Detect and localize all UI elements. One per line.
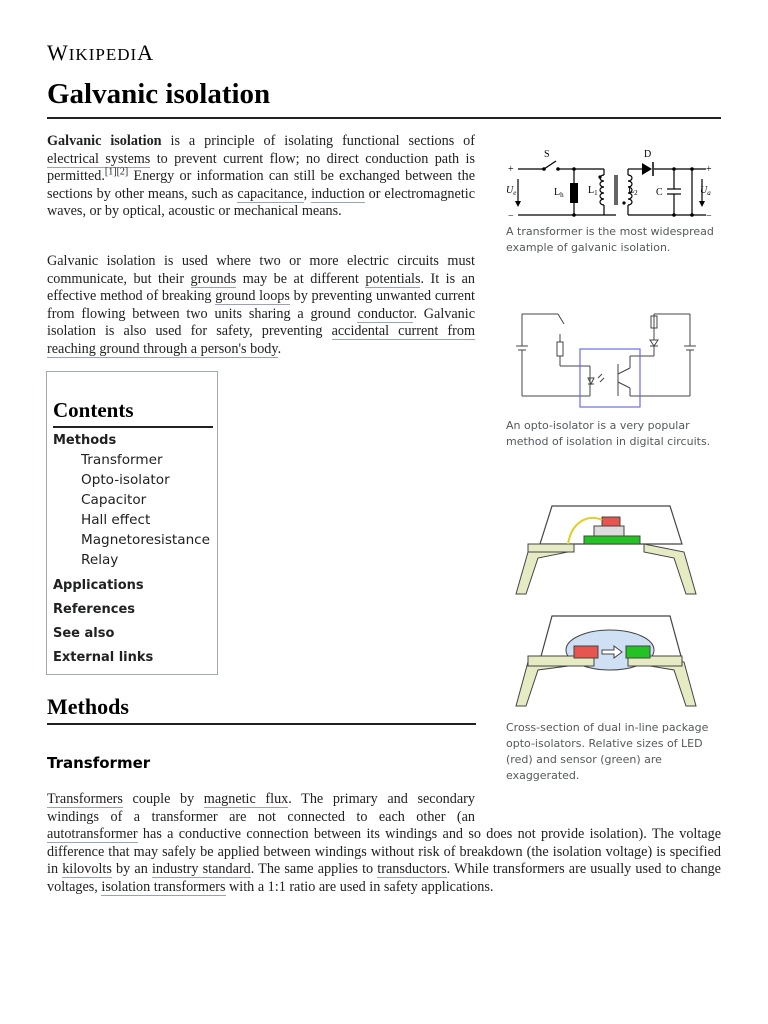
minus-sign: − — [706, 211, 712, 222]
bold-term: Galvanic isolation — [47, 133, 162, 149]
text: . While transformers are usually used to change voltages, — [47, 861, 721, 895]
toc-item-references[interactable]: References — [53, 602, 136, 617]
text: . It is an effective method of breaking — [47, 270, 475, 305]
capacitor-label: C — [656, 187, 663, 198]
link-transductors[interactable]: transductors — [377, 861, 447, 878]
text: . Galvanic isolation is also used for safety, preventing — [47, 305, 475, 340]
opto-isolator-circuit-diagram[interactable] — [508, 306, 704, 416]
text: Galvanic isolation is used where two or more electric circuits must communicate, but their — [47, 253, 475, 287]
intro-paragraph-2 — [47, 253, 475, 359]
toc-divider — [53, 426, 213, 428]
winding-l1-label: $L_1$ — [588, 185, 598, 197]
section-heading-methods: Methods — [47, 694, 129, 719]
toc-item-capacitor[interactable]: Capacitor — [81, 492, 147, 508]
diode-label: D — [644, 149, 652, 160]
logo-letter: W — [47, 40, 69, 65]
figure-caption-opto-isolator: An opto-isolator is a very popular method of isolation in digital circuits. — [506, 419, 711, 448]
transformer-circuit-diagram[interactable] — [504, 145, 720, 223]
link-electrical-systems[interactable]: electrical systems — [47, 150, 151, 167]
toc-item-external-links[interactable]: External links — [53, 650, 154, 665]
input-voltage-label: $U_e$ — [506, 185, 517, 197]
float-spacer — [475, 791, 721, 825]
toc-item-applications[interactable]: Applications — [53, 578, 144, 593]
link-isolation-transformers[interactable]: isolation transformers — [101, 878, 226, 895]
toc-item-magnetoresistance[interactable]: Magnetoresistance — [81, 532, 211, 548]
text: is a principle of isolating functional sections of — [161, 133, 475, 149]
text: has a conductive connection between its windings and so does not provide isolation). The voltage difference that may safely be applied between windings without risk of breakdown (the isolation voltage) is specified in — [47, 826, 721, 878]
wikipedia-logo[interactable] — [47, 40, 154, 66]
dip-package-top — [516, 506, 696, 594]
text: Energy or information can still be exchanged between the sections by other means, such as — [47, 168, 475, 202]
text: may be at different — [236, 270, 366, 287]
link-accidental-current[interactable]: accidental current from reaching ground through a person's body — [47, 323, 475, 357]
dip-cross-section-diagram[interactable] — [510, 500, 710, 722]
citation-refs[interactable]: [1][2] — [104, 166, 129, 178]
link-magnetic-flux[interactable]: magnetic flux — [203, 791, 289, 807]
switch-label: S — [544, 149, 550, 160]
link-potentials[interactable]: potentials — [365, 270, 421, 287]
link-kilovolts[interactable]: kilovolts — [62, 861, 112, 878]
figure-caption-transformer: A transformer is the most widespread example of galvanic isolation. — [506, 225, 714, 254]
text: . The same applies to — [250, 861, 378, 878]
page-title: Galvanic isolation — [47, 78, 271, 110]
intro-paragraph-1 — [47, 133, 475, 221]
text: , — [303, 185, 312, 202]
toc-item-transformer[interactable]: Transformer — [81, 452, 163, 468]
plus-sign: + — [508, 164, 514, 175]
figure-caption-dip: Cross-section of dual in-line package opto-isolators. Relative sizes of LED (red) and sensor (green) are exaggerated. — [506, 721, 709, 782]
toc-title: Contents — [53, 398, 134, 422]
link-transformers[interactable]: Transformers — [47, 791, 123, 807]
winding-l2-label: $L_2$ — [628, 185, 638, 197]
text: . — [277, 340, 282, 357]
plus-sign: + — [706, 164, 712, 175]
transformer-paragraph — [47, 791, 721, 897]
text: to prevent current flow; no direct conduction path is permitted. — [47, 150, 475, 185]
link-induction[interactable]: induction — [311, 185, 365, 202]
link-capacitance[interactable]: capacitance — [237, 185, 304, 202]
logo-letter: A — [137, 40, 155, 65]
toc-item-hall-effect[interactable]: Hall effect — [81, 512, 151, 528]
section-divider — [47, 723, 476, 725]
toc-item-opto-isolator[interactable]: Opto-isolator — [81, 472, 170, 488]
table-of-contents — [46, 371, 218, 675]
dip-package-bottom — [516, 616, 696, 706]
text: by an — [111, 861, 152, 878]
link-autotransformer[interactable]: autotransformer — [47, 826, 138, 843]
output-voltage-label: $U_a$ — [700, 185, 711, 197]
toc-item-see-also[interactable]: See also — [53, 626, 115, 641]
link-ground-loops[interactable]: ground loops — [215, 288, 290, 305]
minus-sign: − — [508, 211, 514, 222]
toc-item-methods[interactable]: Methods — [53, 433, 117, 448]
text: . The primary and secondary windings of a transformer are not connected to each other (an — [47, 791, 475, 825]
text: or electromagnetic waves, or by optical, acoustic or mechanical means. — [47, 185, 475, 220]
subsection-heading-transformer: Transformer — [47, 754, 151, 772]
title-divider — [47, 117, 721, 119]
text: with a 1:1 ratio are used in safety applications. — [225, 878, 494, 895]
inductor-lh-label: $L_h$ — [554, 187, 564, 199]
toc-item-relay[interactable]: Relay — [81, 552, 119, 568]
link-conductor[interactable]: conductor — [357, 305, 414, 322]
logo-letters: IKIPEDI — [68, 45, 138, 64]
text: couple by — [122, 791, 204, 807]
link-industry-standard[interactable]: industry standard — [151, 861, 251, 878]
text: by preventing unwanted current from flowing between two units sharing a ground — [47, 288, 475, 322]
link-grounds[interactable]: grounds — [190, 270, 237, 287]
